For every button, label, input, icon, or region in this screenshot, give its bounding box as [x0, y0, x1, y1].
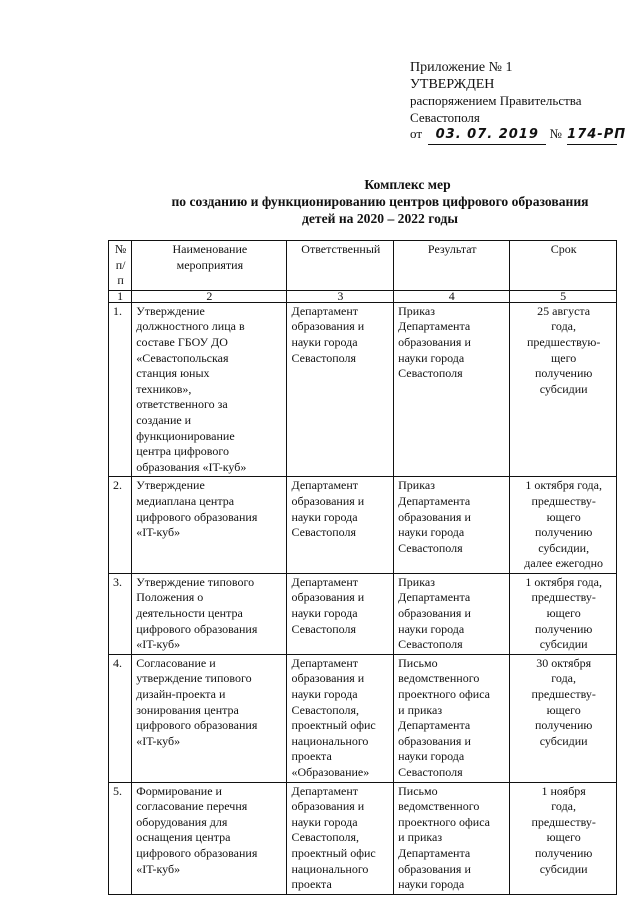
header-responsible: Ответственный	[287, 241, 394, 291]
date-prefix: от	[410, 126, 423, 142]
table-row	[109, 573, 617, 654]
result-document: Письмо ведомственного проектного офиса и приказ Департамента образования и науки города Севастополя	[394, 654, 510, 782]
header-number: № п/п	[109, 241, 132, 291]
row-number: 5.	[109, 782, 132, 894]
handwritten-date: 03. 07. 2019	[428, 127, 546, 145]
table-row	[109, 654, 617, 782]
row-number: 3.	[109, 573, 132, 654]
approved-by-label: распоряжением Правительства	[410, 93, 582, 109]
measure-name: Утверждение типового Положения о деятельности центра цифрового образования «IT-куб»	[132, 573, 287, 654]
table-header-row	[109, 241, 617, 291]
deadline: 25 августа года, предшествую- щего получению субсидии	[510, 302, 617, 477]
deadline: 1 ноября года, предшеству- ющего получению субсидии	[510, 782, 617, 894]
responsible-party: Департамент образования и науки города Севастополя	[287, 302, 394, 477]
responsible-party: Департамент образования и науки города Севастополя, проектный офис национального проекта «Образование»	[287, 654, 394, 782]
column-number: 3	[287, 290, 394, 302]
column-number-row	[109, 290, 617, 302]
deadline: 1 октября года, предшеству- ющего получению субсидии, далее ежегодно	[510, 477, 617, 574]
measure-name: Утверждение должностного лица в составе ГБОУ ДО «Севастопольская станция юных техников», ответственного за создание и функционирование центра цифрового образования «IT-куб»	[132, 302, 287, 477]
row-number: 1.	[109, 302, 132, 477]
approved-label: УТВЕРЖДЕН	[410, 76, 495, 92]
result-document: Приказ Департамента образования и науки города Севастополя	[394, 302, 510, 477]
measure-name: Утверждение медиаплана центра цифрового образования «IT-куб»	[132, 477, 287, 574]
row-number: 4.	[109, 654, 132, 782]
responsible-party: Департамент образования и науки города Севастополя	[287, 477, 394, 574]
deadline: 1 октября года, предшеству- ющего получению субсидии	[510, 573, 617, 654]
result-document: Приказ Департамента образования и науки города Севастополя	[394, 477, 510, 574]
document-title	[140, 176, 620, 227]
header-term: Срок	[510, 241, 617, 291]
column-number: 2	[132, 290, 287, 302]
result-document: Приказ Департамента образования и науки города Севастополя	[394, 573, 510, 654]
measure-name: Формирование и согласование перечня оборудования для оснащения центра цифрового образования «IT-куб»	[132, 782, 287, 894]
table-row	[109, 477, 617, 574]
table-row	[109, 302, 617, 477]
approved-by-city: Севастополя	[410, 109, 480, 125]
handwritten-number: 174-РП	[567, 127, 617, 145]
column-number: 5	[510, 290, 617, 302]
column-number: 4	[394, 290, 510, 302]
table-row	[109, 782, 617, 894]
header-result: Результат	[394, 241, 510, 291]
title-line-3: детей на 2020 – 2022 годы	[302, 211, 458, 226]
approval-block	[410, 60, 625, 145]
deadline: 30 октября года, предшеству- ющего получению субсидии	[510, 654, 617, 782]
measure-name: Согласование и утверждение типового дизайн-проекта и зонирования центра цифрового образования «IT-куб»	[132, 654, 287, 782]
measures-table	[108, 240, 617, 895]
row-number: 2.	[109, 477, 132, 574]
result-document: Письмо ведомственного проектного офиса и приказ Департамента образования и науки города	[394, 782, 510, 894]
responsible-party: Департамент образования и науки города Севастополя	[287, 573, 394, 654]
column-number: 1	[109, 290, 132, 302]
date-number-line	[410, 126, 625, 145]
responsible-party: Департамент образования и науки города Севастополя, проектный офис национального проекта	[287, 782, 394, 894]
number-prefix: №	[549, 126, 562, 142]
title-line-2: по созданию и функционированию центров цифрового образования	[171, 194, 589, 209]
appendix-label: Приложение № 1	[410, 60, 513, 75]
header-name: Наименование мероприятия	[132, 241, 287, 291]
title-line-1: Комплекс мер	[364, 177, 451, 192]
